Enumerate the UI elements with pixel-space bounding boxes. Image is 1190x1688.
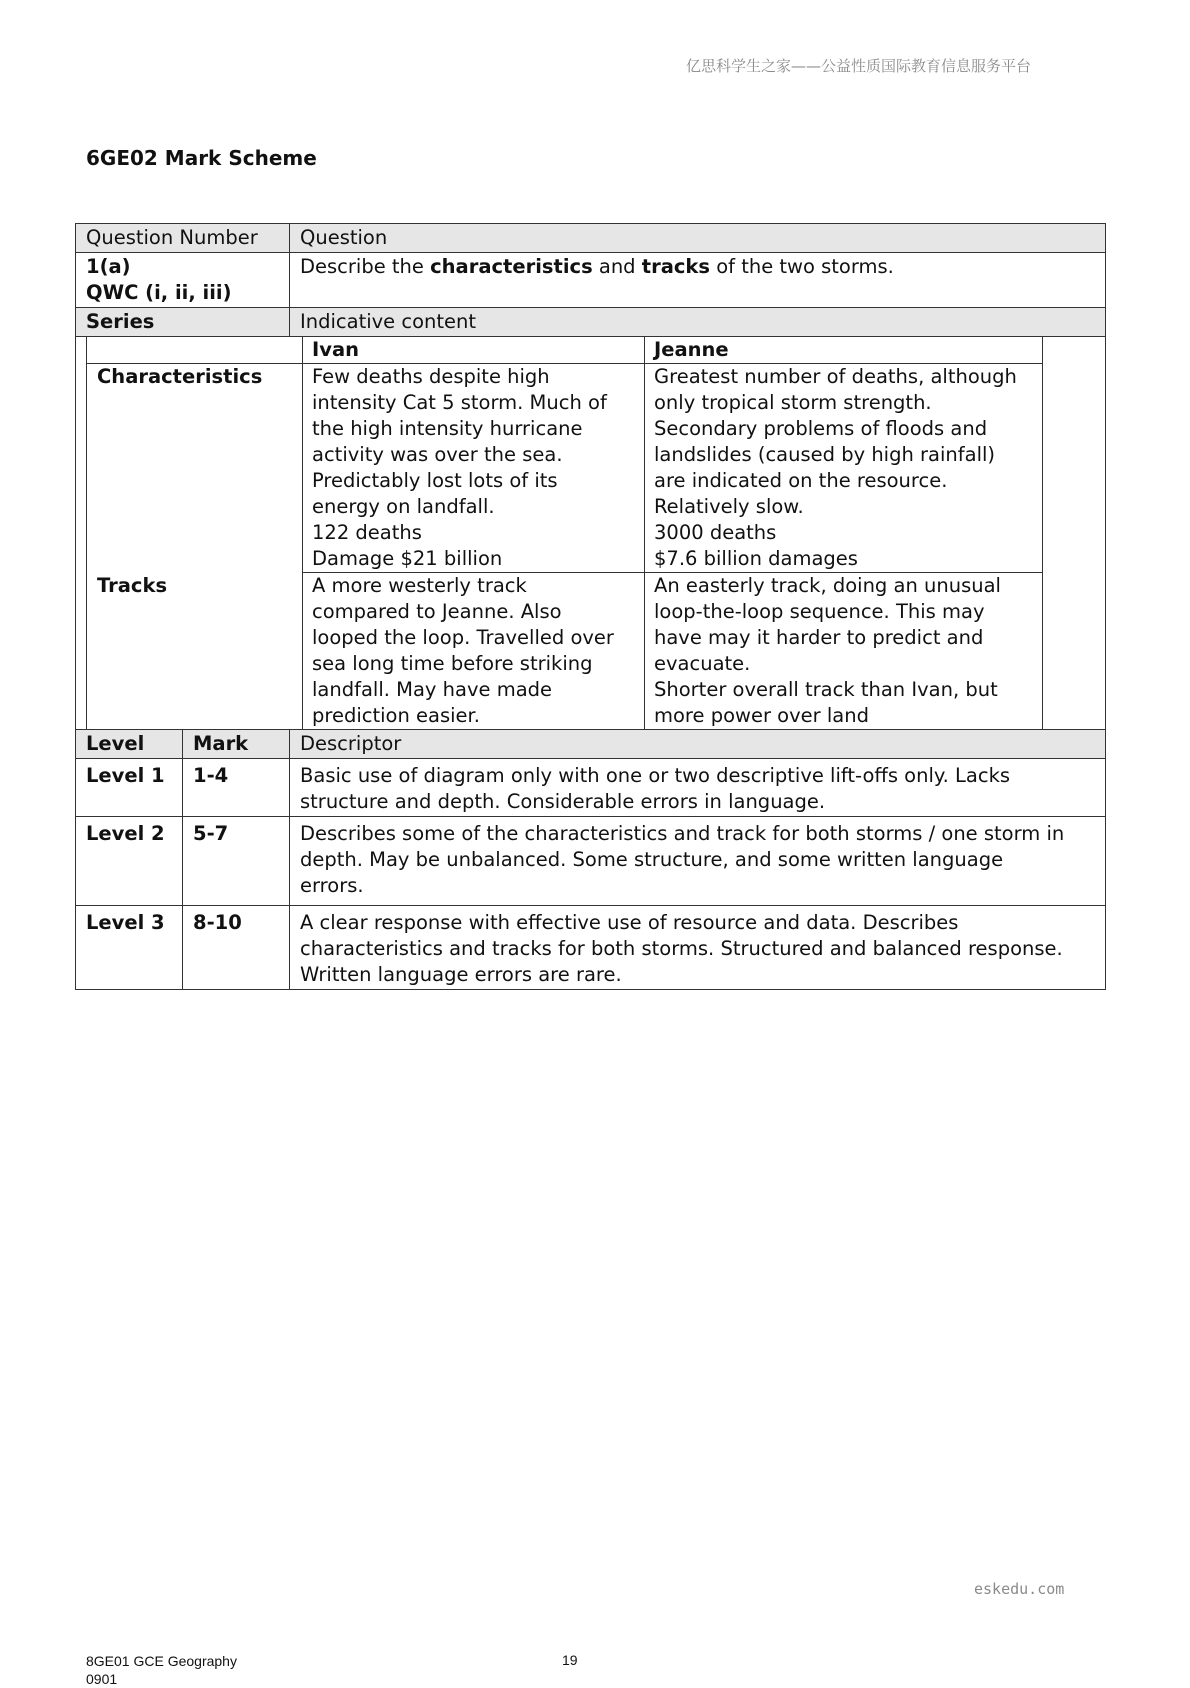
ivan-tracks: A more westerly track compared to Jeanne. Also looped the loop. Travelled over sea long time before striking landfall. May have made prediction easier. (303, 573, 645, 730)
level-label: Level 2 (76, 817, 183, 906)
level-row (76, 759, 1106, 817)
level-mark: 8-10 (183, 906, 290, 990)
descriptor-header: Descriptor (290, 730, 1106, 759)
question-header: Question (290, 224, 1106, 253)
col-jeanne: Jeanne (645, 337, 1043, 364)
indicative-content-row (76, 337, 1106, 730)
page-number: 19 (562, 1652, 578, 1668)
page-title: 6GE02 Mark Scheme (86, 146, 317, 170)
level-descriptor: Describes some of the characteristics and track for both storms / one storm in depth. May be unbalanced. Some structure, and some written language errors. (290, 817, 1106, 906)
series-row (76, 308, 1106, 337)
header-watermark: 亿思科学生之家——公益性质国际教育信息服务平台 (686, 57, 1032, 75)
level-row (76, 906, 1106, 990)
question-row (76, 253, 1106, 308)
header-row (76, 224, 1106, 253)
level-header: Level (76, 730, 183, 759)
tracks-row (87, 573, 1043, 730)
level-mark: 1-4 (183, 759, 290, 817)
question-number-header: Question Number (76, 224, 290, 253)
level-label: Level 3 (76, 906, 183, 990)
mark-scheme-table (75, 223, 1106, 990)
footer-watermark: eskedu.com (974, 1580, 1065, 1598)
question-text: Describe the characteristics and tracks of the two storms. (290, 253, 1106, 308)
level-descriptor: A clear response with effective use of resource and data. Describes characteristics and tracks for both storms. Structured and balanced response. Written language errors are rare. (290, 906, 1106, 990)
level-label: Level 1 (76, 759, 183, 817)
characteristics-row (87, 364, 1043, 573)
mark-header: Mark (183, 730, 290, 759)
jeanne-characteristics: Greatest number of deaths, although only tropical storm strength. Secondary problems of floods and landslides (caused by high rainfall) are indicated on the resource. Relatively slow. 3000 deaths $7.6 billion damages (645, 364, 1043, 573)
footer-course: 8GE01 GCE Geography 0901 (86, 1653, 237, 1687)
question-number: 1(a) (86, 255, 131, 278)
level-descriptor: Basic use of diagram only with one or two descriptive lift-offs only. Lacks structure and depth. Considerable errors in language. (290, 759, 1106, 817)
level-mark: 5-7 (183, 817, 290, 906)
question-number-cell (76, 253, 290, 308)
ivan-characteristics: Few deaths despite high intensity Cat 5 storm. Much of the high intensity hurricane activity was over the sea. Predictably lost lots of its energy on landfall. 122 deaths Damage $21 billion (303, 364, 645, 573)
row-label-tracks: Tracks (87, 573, 303, 730)
jeanne-tracks: An easterly track, doing an unusual loop-the-loop sequence. This may have may it harder to predict and evacuate. Shorter overall track than Ivan, but more power over land (645, 573, 1043, 730)
storm-comparison-table (86, 337, 1043, 729)
qwc-label: QWC (i, ii, iii) (86, 281, 232, 304)
storm-header-row (87, 337, 1043, 364)
level-row (76, 817, 1106, 906)
row-label-characteristics: Characteristics (87, 364, 303, 573)
col-ivan: Ivan (303, 337, 645, 364)
levels-header-row (76, 730, 1106, 759)
indicative-content-label: Indicative content (290, 308, 1106, 337)
series-label: Series (76, 308, 290, 337)
